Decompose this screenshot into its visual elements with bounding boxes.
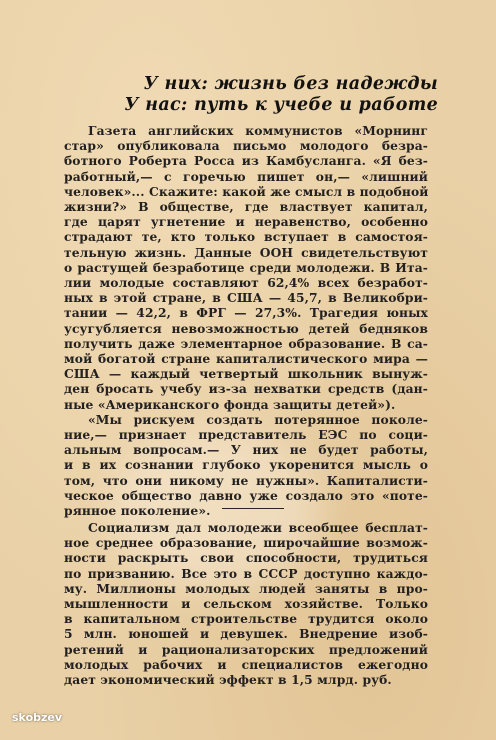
text-line: ден бросать учебу из-за нехватки средств (дан- (64, 381, 428, 397)
text-line: жизни?» В обществе, где властвует капитал, (64, 199, 428, 215)
text-line: получить даже элементарное образование. В са- (64, 335, 428, 351)
text-line: «Мы рискуем создать потерянное поколе- (88, 411, 428, 427)
text-line: человек»... Скажите: какой же смысл в подобной (64, 183, 429, 199)
text-line: США — каждый четвертый школьник вынуж- (64, 366, 428, 382)
section-divider (222, 508, 284, 509)
text-line: в капитальном строительстве трудится около (64, 611, 428, 627)
capitalism-section (64, 123, 428, 518)
text-line: мой богатой стране капиталистического мира — (64, 351, 428, 367)
text-line: молодых рабочих и специалистов ежегодно (64, 656, 428, 672)
paragraph-unemployment (64, 123, 428, 412)
heading-line-us: У нас: путь к учебе и работе (124, 95, 438, 115)
signature-watermark: skobzev (12, 711, 63, 724)
text-line: Газета английских коммунистов «Морнинг (88, 123, 428, 138)
heading-line-them: У них: жизнь без надежды (143, 74, 438, 94)
text-line: том, что они никому не нужны». Капиталисти- (64, 472, 428, 488)
text-line: мышленности и сельском хозяйстве. Только (64, 596, 428, 612)
text-line: ных в этой стране, в США — 45,7, в Великобри- (64, 290, 428, 306)
text-line: ботного Роберта Росса из Камбусланга. «Я без- (64, 153, 428, 169)
text-line: тельную жизнь. Данные ООН свидетельствуют (64, 244, 428, 260)
text-line: ние,— признает представитель ЕЭС по соци- (64, 427, 428, 443)
text-line: страдают те, кто только вступает в самостоя- (64, 229, 428, 245)
page-heading (108, 74, 438, 116)
text-line: му. Миллионы молодых людей заняты в про- (64, 580, 428, 596)
text-line: о растущей безработице среди молодежи. В Ита- (64, 259, 428, 275)
text-line: ретений и рационализаторских предложений (64, 641, 428, 657)
text-line: лии молодые составляют 62,4% всех безработ- (64, 275, 428, 291)
text-line: усугубляется невозможностью детей бедняков (64, 320, 428, 336)
text-line: альным вопросам.— У них не будет работы, (64, 442, 428, 458)
text-line: 5 млн. юношей и девушек. Внедрение изоб- (64, 626, 428, 642)
text-line: рянное поколение». (64, 503, 211, 519)
text-line: тании — 42,2, в ФРГ — 27,3%. Трагедия юных (64, 305, 428, 321)
text-line: работный,— с горечью пишет он,— «лишний (64, 168, 428, 184)
text-line: ности раскрыть свои способности, трудиться (64, 550, 428, 566)
text-line: стар» опубликовала письмо молодого безра- (64, 138, 428, 154)
text-line: ческое общество давно уже создало это «поте- (64, 487, 428, 503)
text-line: Социализм дал молодежи всеобщее бесплат- (88, 520, 428, 535)
text-line: по призванию. Все это в СССР доступно каждо- (64, 565, 428, 581)
text-line: и в их сознании глубоко укоренится мысль о (64, 457, 428, 473)
paragraph-lost-generation (64, 412, 428, 518)
text-line: ное среднее образование, широчайшие возмож- (64, 535, 428, 551)
text-line: ные «Американского фонда защиты детей»). (64, 396, 396, 412)
socialism-section (64, 520, 428, 687)
paragraph-socialism (64, 520, 428, 687)
text-line: дает экономический эффект в 1,5 млрд. руб. (64, 672, 392, 688)
text-line: где царят угнетение и неравенство, особенно (64, 214, 428, 230)
